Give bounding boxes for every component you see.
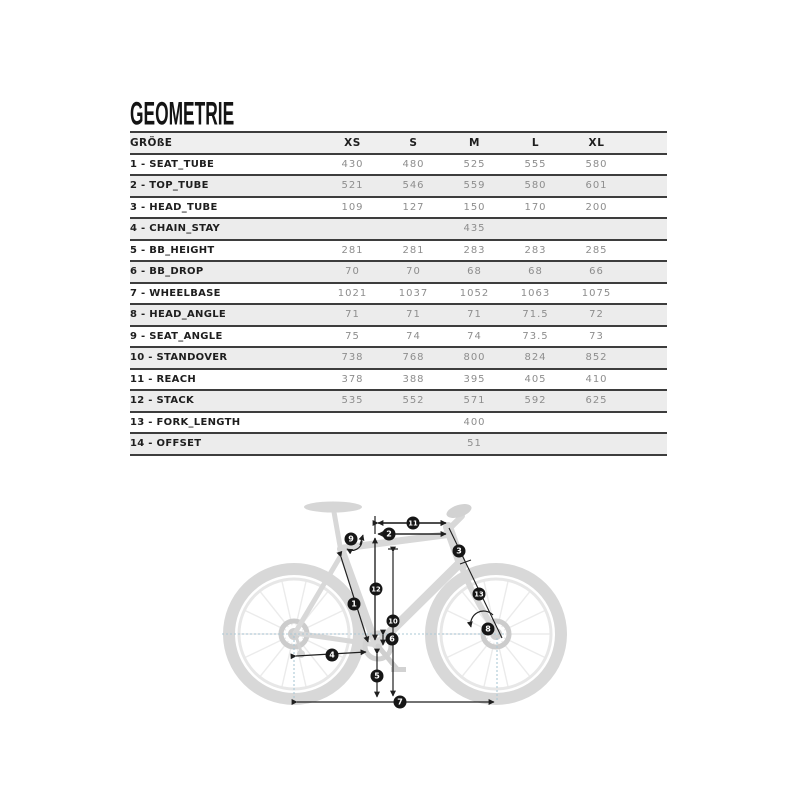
geometry-value-cell: 388 [383,369,444,391]
geometry-value-cell: 395 [444,369,505,391]
row-label-cell: 5 - BB_HEIGHT [130,240,322,262]
geometry-value-cell: 73.5 [505,326,566,348]
row-label-cell: 2 - TOP_TUBE [130,175,322,197]
geometry-value-cell: 51 [322,433,627,455]
dimension-marker-1 [348,598,361,611]
geometry-value-cell: 580 [566,154,627,176]
size-column-header: XL [566,132,627,154]
geometry-value-cell: 601 [566,175,627,197]
geometry-value-cell: 546 [383,175,444,197]
dimension-marker-11 [407,517,420,530]
geometry-value-cell: 109 [322,197,383,219]
size-column-header: L [505,132,566,154]
row-label-cell: 4 - CHAIN_STAY [130,218,322,240]
geometry-value-cell: 625 [566,390,627,412]
geometry-value-cell: 480 [383,154,444,176]
bike-silhouette-image [229,501,561,699]
dimension-marker-3 [453,545,466,558]
geometry-value-cell: 1021 [322,283,383,305]
geometry-value-cell: 571 [444,390,505,412]
svg-text:3: 3 [456,546,462,556]
geometry-value-cell: 70 [322,261,383,283]
dimension-marker-4 [326,649,339,662]
svg-text:9: 9 [348,534,354,544]
geometry-value-cell: 552 [383,390,444,412]
geometry-value-cell: 283 [444,240,505,262]
dimension-marker-13 [473,588,486,601]
geometry-value-cell: 378 [322,369,383,391]
geometry-value-cell: 405 [505,369,566,391]
dimension-marker-10 [387,615,400,628]
svg-text:11: 11 [408,519,418,528]
row-label-cell: 9 - SEAT_ANGLE [130,326,322,348]
geometry-value-cell: 281 [383,240,444,262]
svg-text:12: 12 [371,585,381,594]
geometry-value-cell: 410 [566,369,627,391]
dimension-marker-8 [482,623,495,636]
svg-text:7: 7 [397,697,403,707]
geometry-value-cell: 281 [322,240,383,262]
geometry-value-cell: 738 [322,347,383,369]
svg-text:10: 10 [388,617,398,626]
geometry-value-cell: 66 [566,261,627,283]
geometry-value-cell: 75 [322,326,383,348]
geometry-value-cell: 1037 [383,283,444,305]
row-label-cell: 1 - SEAT_TUBE [130,154,322,176]
geometry-value-cell: 68 [444,261,505,283]
row-label-cell: 6 - BB_DROP [130,261,322,283]
row-label-cell: 10 - STANDOVER [130,347,322,369]
geometry-value-cell: 535 [322,390,383,412]
row-label-cell: 11 - REACH [130,369,322,391]
svg-text:5: 5 [374,671,380,681]
geometry-value-cell: 71 [383,304,444,326]
geometry-value-cell: 1063 [505,283,566,305]
size-column-header: XS [322,132,383,154]
row-label-cell: 3 - HEAD_TUBE [130,197,322,219]
geometry-value-cell: 170 [505,197,566,219]
geometry-value-cell: 1075 [566,283,627,305]
geometry-value-cell: 200 [566,197,627,219]
row-label-cell: 13 - FORK_LENGTH [130,412,322,434]
svg-text:4: 4 [329,650,335,660]
geometry-value-cell: 521 [322,175,383,197]
svg-text:6: 6 [389,634,395,644]
geometry-value-cell: 73 [566,326,627,348]
geometry-value-cell: 555 [505,154,566,176]
geometry-value-cell: 800 [444,347,505,369]
svg-text:2: 2 [386,529,392,539]
size-column-header: S [383,132,444,154]
dimension-marker-6 [386,633,399,646]
saddle [304,502,362,513]
dimension-marker-5 [371,670,384,683]
geometry-value-cell: 580 [505,175,566,197]
geometry-value-cell: 70 [383,261,444,283]
geometry-value-cell: 68 [505,261,566,283]
geometry-value-cell: 768 [383,347,444,369]
geometry-value-cell: 852 [566,347,627,369]
geometry-value-cell: 824 [505,347,566,369]
row-label-cell: 7 - WHEELBASE [130,283,322,305]
dimension-marker-9 [345,533,358,546]
geometry-value-cell: 525 [444,154,505,176]
row-label-cell: 12 - STACK [130,390,322,412]
geometry-value-cell: 71 [444,304,505,326]
geometry-value-cell: 283 [505,240,566,262]
size-column-header: M [444,132,505,154]
geometry-value-cell: 74 [444,326,505,348]
svg-text:13: 13 [474,590,484,599]
geometry-value-cell: 71.5 [505,304,566,326]
dimension-marker-12 [370,583,383,596]
geometry-value-cell: 150 [444,197,505,219]
page-title: GEOMETRIE [130,94,235,132]
geometry-value-cell: 285 [566,240,627,262]
geometry-value-cell: 74 [383,326,444,348]
geometry-value-cell: 1052 [444,283,505,305]
geometry-value-cell: 430 [322,154,383,176]
geometry-value-cell: 592 [505,390,566,412]
dimension-marker-2 [383,528,396,541]
geometry-value-cell: 400 [322,412,627,434]
geometry-value-cell: 435 [322,218,627,240]
geometry-value-cell: 127 [383,197,444,219]
row-label-cell: 8 - HEAD_ANGLE [130,304,322,326]
size-header-cell: GRÖßE [130,132,322,154]
dimension-marker-7 [394,696,407,709]
geometry-value-cell: 72 [566,304,627,326]
row-label-cell: 14 - OFFSET [130,433,322,455]
svg-text:1: 1 [351,599,357,609]
geometry-value-cell: 559 [444,175,505,197]
geometry-value-cell: 71 [322,304,383,326]
svg-text:8: 8 [485,624,491,634]
